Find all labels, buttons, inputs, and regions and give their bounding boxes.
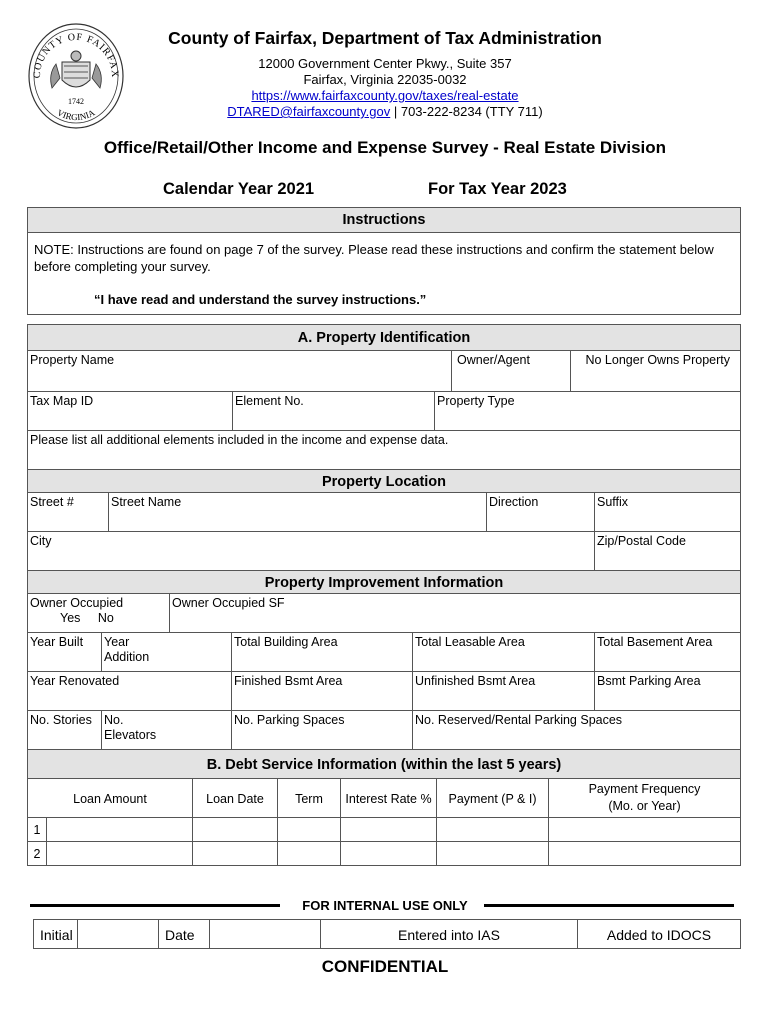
loan-1-date[interactable] bbox=[192, 817, 278, 842]
survey-title: Office/Retail/Other Income and Expense Survey - Real Estate Division bbox=[103, 138, 667, 157]
property-name-field[interactable] bbox=[27, 350, 452, 392]
property-type-field[interactable] bbox=[434, 391, 741, 431]
property-location-heading: Property Location bbox=[27, 469, 741, 493]
no-stories-field[interactable] bbox=[27, 710, 102, 750]
loan-2-payment[interactable] bbox=[436, 841, 549, 866]
suffix-field[interactable] bbox=[594, 492, 741, 532]
additional-elements-field[interactable] bbox=[27, 430, 741, 470]
owner-occupied-sf-label: Owner Occupied SF bbox=[172, 596, 285, 610]
tax-map-id-field[interactable] bbox=[27, 391, 233, 431]
entered-into-ias[interactable] bbox=[320, 919, 578, 949]
owner-agent-label: Owner/Agent bbox=[457, 353, 530, 367]
no-stories-label: No. Stories bbox=[30, 713, 92, 727]
added-to-idocs[interactable] bbox=[577, 919, 741, 949]
unfinished-bsmt-area-label: Unfinished Bsmt Area bbox=[415, 674, 536, 688]
calendar-year: Calendar Year 2021 bbox=[163, 180, 315, 198]
city-field[interactable] bbox=[27, 531, 595, 571]
no-parking-spaces-field[interactable] bbox=[231, 710, 413, 750]
owner-occupied-label: Owner Occupied bbox=[30, 596, 124, 610]
website-link-row bbox=[130, 88, 640, 103]
yes-label: Yes bbox=[60, 611, 81, 625]
street-number-label: Street # bbox=[30, 495, 74, 509]
year-addition-field[interactable] bbox=[101, 632, 232, 672]
total-building-area-label: Total Building Area bbox=[234, 635, 338, 649]
zip-label: Zip/Postal Code bbox=[597, 534, 686, 548]
no-longer-owns-label: No Longer Owns Property bbox=[585, 353, 730, 367]
additional-elements-label: Please list all additional elements included in the income and expense data. bbox=[30, 433, 449, 447]
section-a-heading: A. Property Identification bbox=[27, 324, 741, 351]
no-label: No bbox=[97, 611, 114, 625]
added-to-idocs-label: Added to IDOCS bbox=[606, 927, 712, 943]
improvement-heading: Property Improvement Information bbox=[27, 570, 741, 594]
county-seal bbox=[26, 18, 126, 136]
loan-2-date[interactable] bbox=[192, 841, 278, 866]
loan-1-frequency[interactable] bbox=[548, 817, 741, 842]
loan-row-number: 2 bbox=[27, 841, 47, 866]
address-line-1: 12000 Government Center Pkwy., Suite 357 bbox=[258, 56, 512, 71]
direction-label: Direction bbox=[489, 495, 539, 509]
street-number-field[interactable] bbox=[27, 492, 109, 532]
no-elevators-field[interactable] bbox=[101, 710, 232, 750]
confirm-text: “I have read and understand the survey instructions.” bbox=[94, 292, 427, 307]
tax-map-id-label: Tax Map ID bbox=[30, 394, 94, 408]
loan-2-amount[interactable] bbox=[46, 841, 193, 866]
total-basement-area-field[interactable] bbox=[594, 632, 741, 672]
instructions-note: NOTE: Instructions are found on page 7 of the survey. Please read these instructions and confirm the statement below before completing your survey. bbox=[34, 242, 714, 274]
internal-initial-field[interactable] bbox=[77, 919, 159, 949]
owner-occupied-yes[interactable] bbox=[60, 611, 80, 625]
payment-frequency-unit: (Mo. or Year) bbox=[608, 799, 681, 813]
internal-rule-left bbox=[30, 904, 280, 907]
loan-1-payment[interactable] bbox=[436, 817, 549, 842]
year-built-field[interactable] bbox=[27, 632, 102, 672]
entered-into-ias-label: Entered into IAS bbox=[398, 927, 500, 943]
zip-field[interactable] bbox=[594, 531, 741, 571]
no-longer-owns-field[interactable] bbox=[570, 350, 741, 392]
tax-year: For Tax Year 2023 bbox=[428, 180, 567, 198]
contact-row bbox=[130, 104, 640, 119]
confidential-label: CONFIDENTIAL bbox=[321, 957, 449, 976]
no-reserved-parking-field[interactable] bbox=[412, 710, 741, 750]
year-built-label: Year Built bbox=[30, 635, 84, 649]
total-leasable-area-label: Total Leasable Area bbox=[415, 635, 525, 649]
loan-1-interest-rate[interactable] bbox=[340, 817, 437, 842]
website-link[interactable]: https://www.fairfaxcounty.gov/taxes/real-estate bbox=[251, 88, 519, 103]
col-interest-rate: Interest Rate % bbox=[340, 778, 437, 818]
year-addition-label: Year Addition bbox=[104, 635, 150, 664]
owner-occupied-field bbox=[27, 593, 170, 633]
email-link[interactable]: DTARED@fairfaxcounty.gov bbox=[227, 104, 391, 119]
seal-bottom-text: VIRGINIA bbox=[55, 107, 97, 123]
col-loan-amount: Loan Amount bbox=[27, 778, 193, 818]
instructions-confirm[interactable] bbox=[94, 291, 426, 308]
bsmt-parking-area-field[interactable] bbox=[594, 671, 741, 711]
loan-2-term[interactable] bbox=[277, 841, 341, 866]
property-name-label: Property Name bbox=[30, 353, 115, 367]
instructions-box bbox=[27, 232, 741, 315]
loan-2-frequency[interactable] bbox=[548, 841, 741, 866]
bsmt-parking-area-label: Bsmt Parking Area bbox=[597, 674, 701, 688]
property-type-label: Property Type bbox=[437, 394, 515, 408]
no-parking-spaces-label: No. Parking Spaces bbox=[234, 713, 345, 727]
loan-1-term[interactable] bbox=[277, 817, 341, 842]
internal-date-field[interactable] bbox=[209, 919, 321, 949]
col-term: Term bbox=[277, 778, 341, 818]
internal-initial-label: Initial bbox=[33, 919, 78, 949]
unfinished-bsmt-area-field[interactable] bbox=[412, 671, 595, 711]
col-payment-frequency bbox=[548, 778, 741, 818]
element-no-label: Element No. bbox=[235, 394, 304, 408]
internal-rule-right bbox=[484, 904, 734, 907]
instructions-heading: Instructions bbox=[27, 207, 741, 233]
total-basement-area-label: Total Basement Area bbox=[597, 635, 713, 649]
finished-bsmt-area-field[interactable] bbox=[231, 671, 413, 711]
owner-agent-field[interactable] bbox=[451, 350, 571, 392]
seal-year: 1742 bbox=[68, 97, 84, 106]
col-payment: Payment (P & I) bbox=[436, 778, 549, 818]
street-name-label: Street Name bbox=[111, 495, 182, 509]
city-label: City bbox=[30, 534, 52, 548]
phone-text: | 703-222-8234 (TTY 711) bbox=[390, 104, 543, 119]
seal-top-text: COUNTY OF FAIRFAX bbox=[31, 31, 121, 79]
payment-frequency-label: Payment Frequency bbox=[588, 782, 701, 796]
finished-bsmt-area-label: Finished Bsmt Area bbox=[234, 674, 343, 688]
internal-date-label: Date bbox=[158, 919, 210, 949]
col-loan-date: Loan Date bbox=[192, 778, 278, 818]
loan-1-amount[interactable] bbox=[46, 817, 193, 842]
owner-occupied-sf-field[interactable] bbox=[169, 593, 741, 633]
section-b-heading: B. Debt Service Information (within the last 5 years) bbox=[27, 749, 741, 779]
loan-row-number: 1 bbox=[27, 817, 47, 842]
no-reserved-parking-label: No. Reserved/Rental Parking Spaces bbox=[415, 713, 623, 727]
total-leasable-area-field[interactable] bbox=[412, 632, 595, 672]
loan-2-interest-rate[interactable] bbox=[340, 841, 437, 866]
year-renovated-field[interactable] bbox=[27, 671, 232, 711]
year-renovated-label: Year Renovated bbox=[30, 674, 120, 688]
county-title: County of Fairfax, Department of Tax Administration bbox=[168, 28, 602, 48]
direction-field[interactable] bbox=[486, 492, 595, 532]
owner-occupied-no[interactable] bbox=[98, 611, 114, 625]
internal-use-heading: FOR INTERNAL USE ONLY bbox=[302, 898, 468, 913]
address-line-2: Fairfax, Virginia 22035-0032 bbox=[303, 72, 467, 87]
street-name-field[interactable] bbox=[108, 492, 487, 532]
element-no-field[interactable] bbox=[232, 391, 435, 431]
suffix-label: Suffix bbox=[597, 495, 629, 509]
total-building-area-field[interactable] bbox=[231, 632, 413, 672]
no-elevators-label: No. Elevators bbox=[104, 713, 157, 742]
